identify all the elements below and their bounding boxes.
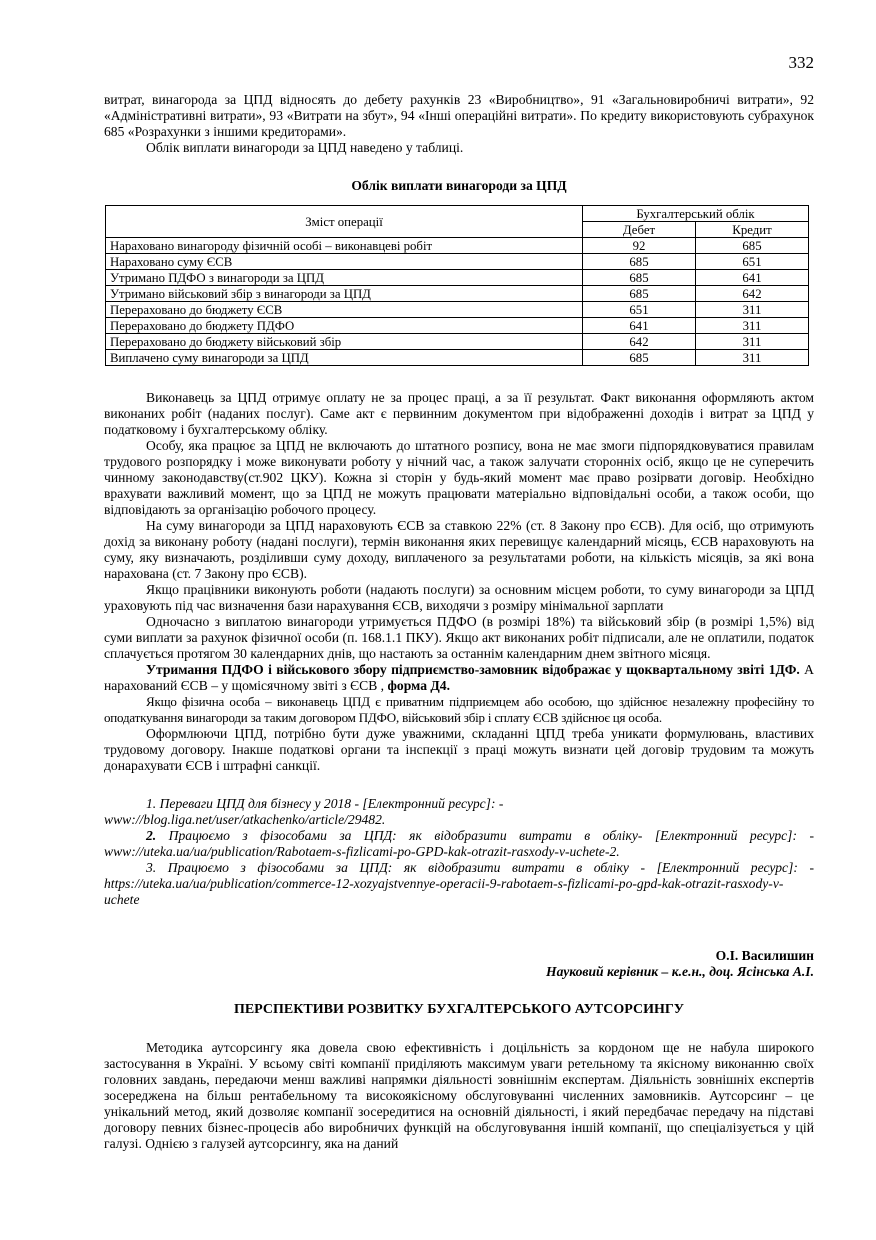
- cell-credit: 651: [696, 254, 809, 270]
- cell-credit: 311: [696, 302, 809, 318]
- reporting-form-text: форма Д4.: [387, 678, 450, 693]
- source-item: 1. Переваги ЦПД для бізнесу у 2018 - [Електронний ресурс]: -: [146, 796, 504, 811]
- cell-debit: 685: [583, 286, 696, 302]
- table-row: [106, 334, 809, 350]
- sources-list: [104, 796, 814, 908]
- body-paragraph-reporting: [104, 662, 814, 694]
- cell-credit: 311: [696, 350, 809, 366]
- body-paragraph: На суму винагороди за ЦПД нараховують ЄСВ за ставкою 22% (ст. 8 Закону про ЄСВ). Для осіб, що отримують дохід за виконану роботу (надані послуги), термін виконання яких перевищує календарний місяць, ЄСВ нараховують на суму, яку визначають, розділивши суму доходу, виплаченого за результатами роботи, на кількість місяців, за які вона нарахована (ст. 7 Закону про ЄСВ).: [104, 518, 814, 581]
- cell-operation: Перераховано до бюджету ПДФО: [106, 318, 583, 334]
- table-row: [106, 318, 809, 334]
- cell-operation: Нараховано суму ЄСВ: [106, 254, 583, 270]
- cell-operation: Утримано військовий збір з винагороди за ЦПД: [106, 286, 583, 302]
- supervisor-name: Науковий керівник – к.е.н., доц. Ясінська А.І.: [546, 964, 814, 979]
- article-title: ПЕРСПЕКТИВИ РОЗВИТКУ БУХГАЛТЕРСЬКОГО АУТСОРСИНГУ: [233, 1002, 685, 1017]
- source-item: 3. Працюємо з фізособами за ЦПД: як відобразити витрати в обліку - [Електронний ресурс]: - https://uteka.ua/ua/publication/commerce-12-xozyajstvennye-operacii-9-rabotaem-s-fizlicami-po-gpd-kak-otrazit-rasxody-v-uchete: [104, 860, 814, 907]
- author-name: О.І. Василишин: [715, 948, 814, 963]
- source-text: Працюємо з фізособами за ЦПД: як відобразити витрати в обліку- [Електронний ресурс]: - www://uteka.ua/ua/publication/Rabotaem-s-fizlicami-po-GPD-kak-otrazit-rasxody-v-uchete-2.: [104, 828, 814, 859]
- cell-operation: Нараховано винагороду фізичній особі – виконавцеві робіт: [106, 238, 583, 254]
- cell-operation: Перераховано до бюджету ЄСВ: [106, 302, 583, 318]
- ledger-table: [105, 205, 809, 366]
- header-operation: Зміст операції: [106, 206, 583, 238]
- source-item-continuation: www://blog.liga.net/user/atkachenko/article/29482.: [104, 812, 386, 827]
- cell-debit: 641: [583, 318, 696, 334]
- page-number: 332: [788, 53, 814, 72]
- reporting-bold-text: Утримання ПДФО і військового збору підприємство-замовник відображає у щоквартальному звіті 1ДФ.: [146, 662, 800, 677]
- header-accounting: Бухгалтерський облік: [583, 206, 809, 222]
- source-number: 2.: [146, 828, 157, 843]
- body-paragraph: Виконавець за ЦПД отримує оплату не за процес праці, а за її результат. Факт виконання оформляють актом виконаних робіт (наданих послуг). Саме акт є первинним документом при відображенні доходів і витрат за ЦПД у податковому і бухгалтерському обліку.: [104, 390, 814, 437]
- cell-debit: 685: [583, 254, 696, 270]
- table-row: [106, 254, 809, 270]
- table-row: [106, 286, 809, 302]
- cell-credit: 685: [696, 238, 809, 254]
- table-row: [106, 238, 809, 254]
- source-item: [104, 828, 814, 860]
- body-paragraph: Якщо фізична особа – виконавець ЦПД є приватним підприємцем або особою, що здійснює незалежну професійну то оподаткування винагороди за таким договором ПДФО, військовий збір і сплату ЄСВ здійснює ця особа.: [104, 694, 814, 725]
- header-credit: Кредит: [696, 222, 809, 238]
- body-paragraph: Якщо працівники виконують роботи (надають послуги) за основним місцем роботи, то суму винагороди за ЦПД ураховують під час визначення бази нарахування ЄСВ, виходячи з розміру мінімальної зарплати: [104, 582, 814, 613]
- table-title: Облік виплати винагороди за ЦПД: [351, 178, 567, 193]
- body-paragraph: Одночасно з виплатою винагороди утримується ПДФО (в розмірі 18%) та військовий збір (в розмірі 1,5%) від суми виплати за рахунок фізичної особи (п. 168.1.1 ПКУ). Якщо акт виконаних робіт підписали, але не оплатили, податок сплачується протягом 30 календарних днів, що настають за останнім календарним днем звітного місяця.: [104, 614, 814, 661]
- cell-operation: Перераховано до бюджету військовий збір: [106, 334, 583, 350]
- cell-credit: 311: [696, 318, 809, 334]
- table-row: [106, 270, 809, 286]
- header-debit: Дебет: [583, 222, 696, 238]
- cell-debit: 642: [583, 334, 696, 350]
- reporting-text: А нарахований ЄСВ – у щомісячному звіті з ЄСВ ,: [104, 662, 814, 693]
- table-row: [106, 350, 809, 366]
- cell-operation: Утримано ПДФО з винагороди за ЦПД: [106, 270, 583, 286]
- article-paragraph: Методика аутсорсингу яка довела свою ефективність і доцільність за кордоном ще не набула широкого застосування в Україні. У всьому світі компанії приділяють максимум уваги ретельному та якісному виконанню своїх головних завдань, передаючи менш важливі напрямки діяльності зовнішнім експертам. Діяльність зовнішніх експертів зосереджена на більш рентабельному та високоякісному обслуговуванні численних замовників. Аутсорсинг – це унікальний метод, який дозволяє компанії зосередитися на основній діяльності, і який передбачає передачу на підставі договору певних бізнес-процесів або виробничих функцій на обслуговування іншій компанії, що спеціалізується у цій галузі. Однією з галузей аутсорсингу, яка на даний: [104, 1040, 814, 1151]
- cell-operation: Виплачено суму винагороди за ЦПД: [106, 350, 583, 366]
- cell-credit: 641: [696, 270, 809, 286]
- cell-credit: 311: [696, 334, 809, 350]
- table-intro-paragraph: Облік виплати винагороди за ЦПД наведено у таблиці.: [146, 140, 464, 155]
- table-row: [106, 302, 809, 318]
- cell-debit: 685: [583, 270, 696, 286]
- cell-credit: 642: [696, 286, 809, 302]
- cell-debit: 92: [583, 238, 696, 254]
- intro-paragraph: витрат, винагорода за ЦПД відносять до дебету рахунків 23 «Виробництво», 91 «Загальновиробничі витрати», 92 «Адміністративні витрати», 93 «Витрати на збут», 94 «Інші операційні витрати». По кредиту використовують субрахунок 685 «Розрахунки з іншими кредиторами».: [104, 92, 814, 139]
- body-paragraph: Оформлюючи ЦПД, потрібно бути дуже уважними, складанні ЦПД треба уникати формулювань, властивих трудовому договору. Інакше податкові органи та інспекції з праці можуть визнати цей договір трудовим та можуть донарахувати ЄСВ і штрафні санкції.: [104, 726, 814, 773]
- cell-debit: 651: [583, 302, 696, 318]
- cell-debit: 685: [583, 350, 696, 366]
- document-body: [104, 92, 814, 1152]
- body-paragraph: Особу, яка працює за ЦПД не включають до штатного розпису, вона не має змоги підпорядковуватися правилам трудового розпорядку і може виконувати роботу у нічний час, а також залучати сторонніх осіб, якщо це не суперечить чинному законодавству(ст.902 ЦКУ). Кожна зі сторін у будь-який момент має право розірвати договір. Необхідно врахувати важливий момент, що за ЦПД не можуть працювати матеріально відповідальні особи, а також особи, що відповідають за організацію робочого процесу.: [104, 438, 814, 517]
